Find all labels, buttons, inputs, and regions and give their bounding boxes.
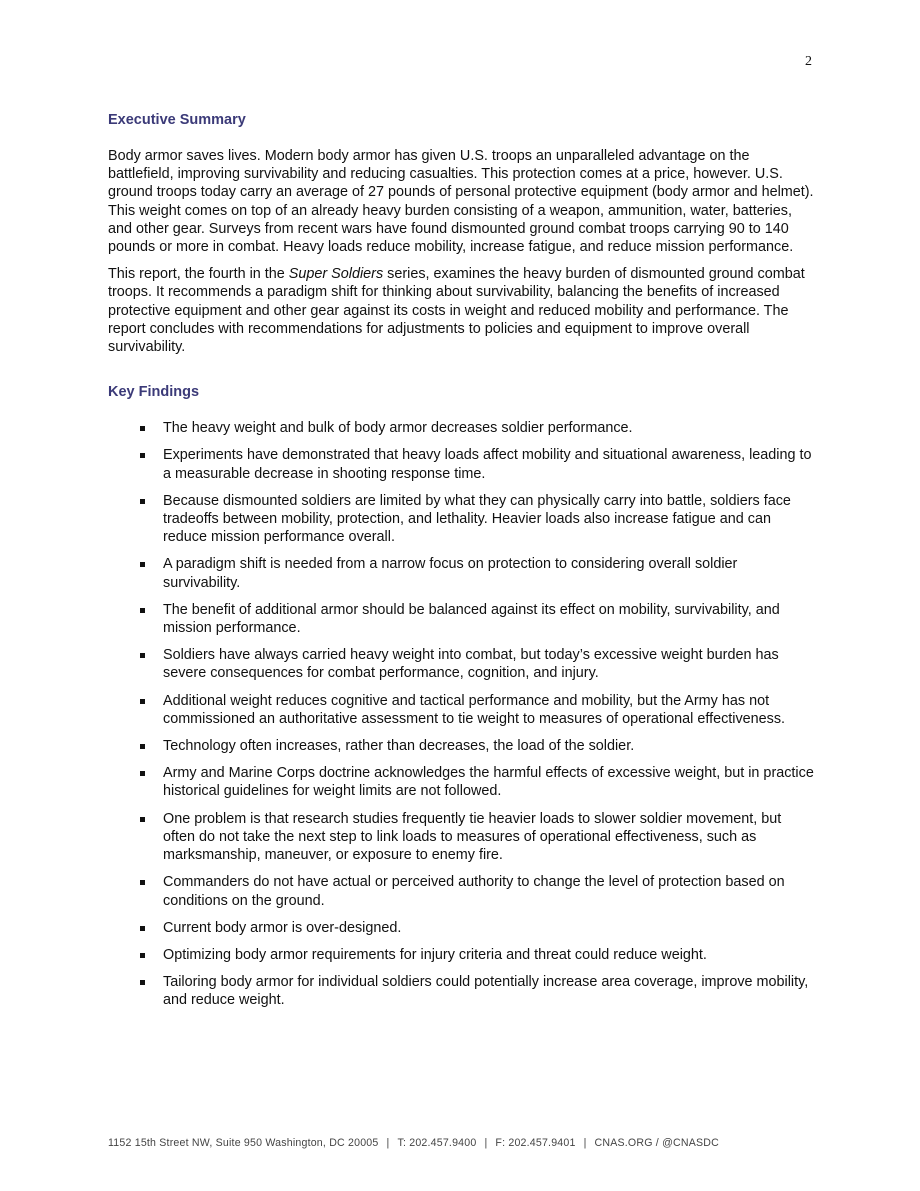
square-bullet-icon <box>140 880 145 885</box>
finding-text: Tailoring body armor for individual soldiers could potentially increase area coverage, improve mobility, and reduce weight. <box>163 974 809 1009</box>
finding-item <box>108 492 814 547</box>
finding-item <box>108 810 814 865</box>
finding-text: Experiments have demonstrated that heavy loads affect mobility and situational awareness, leading to a measurable decrease in shooting response time. <box>163 447 812 482</box>
footer-phone: T: 202.457.9400 <box>397 1137 477 1149</box>
finding-text: One problem is that research studies frequently tie heavier loads to slower soldier movement, but often do not take the next step to link loads to measures of operational effectiveness, such as marksmanship, maneuver, or exposure to enemy fire. <box>163 810 782 864</box>
finding-item <box>108 646 814 682</box>
finding-item <box>108 973 814 1009</box>
finding-text: Current body armor is over-designed. <box>163 919 402 936</box>
finding-text: Additional weight reduces cognitive and tactical performance and mobility, but the Army has not commissioned an authoritative assessment to tie weight to measures of operational effectiveness. <box>163 692 786 727</box>
finding-text: Army and Marine Corps doctrine acknowledges the harmful effects of excessive weight, but in practice historical guidelines for weight limits are not followed. <box>163 765 814 800</box>
page-footer <box>108 1137 719 1149</box>
finding-item <box>108 946 814 964</box>
footer-web: CNAS.ORG / @CNASDC <box>594 1137 719 1149</box>
key-findings-heading: Key Findings <box>108 384 200 401</box>
finding-text: Soldiers have always carried heavy weight into combat, but today’s excessive weight burden has severe consequences for combat performance, cognition, and injury. <box>163 647 779 682</box>
footer-divider: | <box>386 1137 390 1149</box>
square-bullet-icon <box>140 499 145 504</box>
finding-item <box>108 419 814 437</box>
square-bullet-icon <box>140 562 145 567</box>
square-bullet-icon <box>140 699 145 704</box>
finding-text: Technology often increases, rather than decreases, the load of the soldier. <box>163 738 635 755</box>
square-bullet-icon <box>140 653 145 658</box>
finding-text: The heavy weight and bulk of body armor decreases soldier performance. <box>163 420 633 437</box>
summary-paragraph-2 <box>108 265 814 356</box>
square-bullet-icon <box>140 608 145 613</box>
finding-text: Commanders do not have actual or perceived authority to change the level of protection based on conditions on the ground. <box>163 874 785 909</box>
finding-item <box>108 446 814 482</box>
square-bullet-icon <box>140 453 145 458</box>
document-body <box>108 110 814 1019</box>
square-bullet-icon <box>140 980 145 985</box>
finding-item <box>108 764 814 800</box>
finding-item <box>108 919 814 937</box>
square-bullet-icon <box>140 744 145 749</box>
finding-text: Optimizing body armor requirements for injury criteria and threat could reduce weight. <box>163 946 707 963</box>
finding-text: Because dismounted soldiers are limited by what they can physically carry into battle, soldiers face tradeoffs between mobility, protection, and lethality. Heavier loads also increase fatigue and can reduce mission performance overall. <box>163 492 791 546</box>
square-bullet-icon <box>140 771 145 776</box>
summary-paragraph-1: Body armor saves lives. Modern body armor has given U.S. troops an unparalleled advantage on the battlefield, improving survivability and reducing casualties. This protection comes at a price, however. U.S. ground troops today carry an average of 27 pounds of personal protective equipment (body armor and helmet). This weight comes on top of an already heavy burden consisting of a weapon, ammunition, water, batteries, and other gear. Surveys from recent wars have found dismounted ground combat troops carrying 90 to 140 pounds or more in combat. Heavy loads reduce mobility, increase fatigue, and reduce mission performance. <box>108 148 814 256</box>
key-findings-list <box>108 419 814 1009</box>
finding-text: A paradigm shift is needed from a narrow focus on protection to considering overall soldier survivability. <box>163 556 738 591</box>
footer-divider: | <box>484 1137 488 1149</box>
executive-summary-heading: Executive Summary <box>108 112 246 128</box>
finding-item <box>108 601 814 637</box>
footer-address: 1152 15th Street NW, Suite 950 Washington, DC 20005 <box>108 1137 379 1149</box>
footer-divider: | <box>583 1137 587 1149</box>
square-bullet-icon <box>140 817 145 822</box>
finding-item <box>108 555 814 591</box>
square-bullet-icon <box>140 426 145 431</box>
summary-paragraph-2-start: This report, the fourth in the <box>108 266 289 283</box>
finding-item <box>108 737 814 755</box>
summary-paragraph-2-end: series, examines the heavy burden of dismounted ground combat troops. It recommends a paradigm shift for thinking about survivability, balancing the benefits of increased protective equipment and other gear against its costs in weight and reduced mobility and performance. The report concludes with recommendations for adjustments to policies and equipment to improve overall survivability. <box>108 266 805 356</box>
finding-item <box>108 873 814 909</box>
page-number: 2 <box>805 54 812 69</box>
square-bullet-icon <box>140 953 145 958</box>
footer-fax: F: 202.457.9401 <box>495 1137 576 1149</box>
series-title: Super Soldiers <box>288 266 384 283</box>
finding-item <box>108 692 814 728</box>
finding-text: The benefit of additional armor should be balanced against its effect on mobility, survivability, and mission performance. <box>163 601 780 637</box>
square-bullet-icon <box>140 926 145 931</box>
